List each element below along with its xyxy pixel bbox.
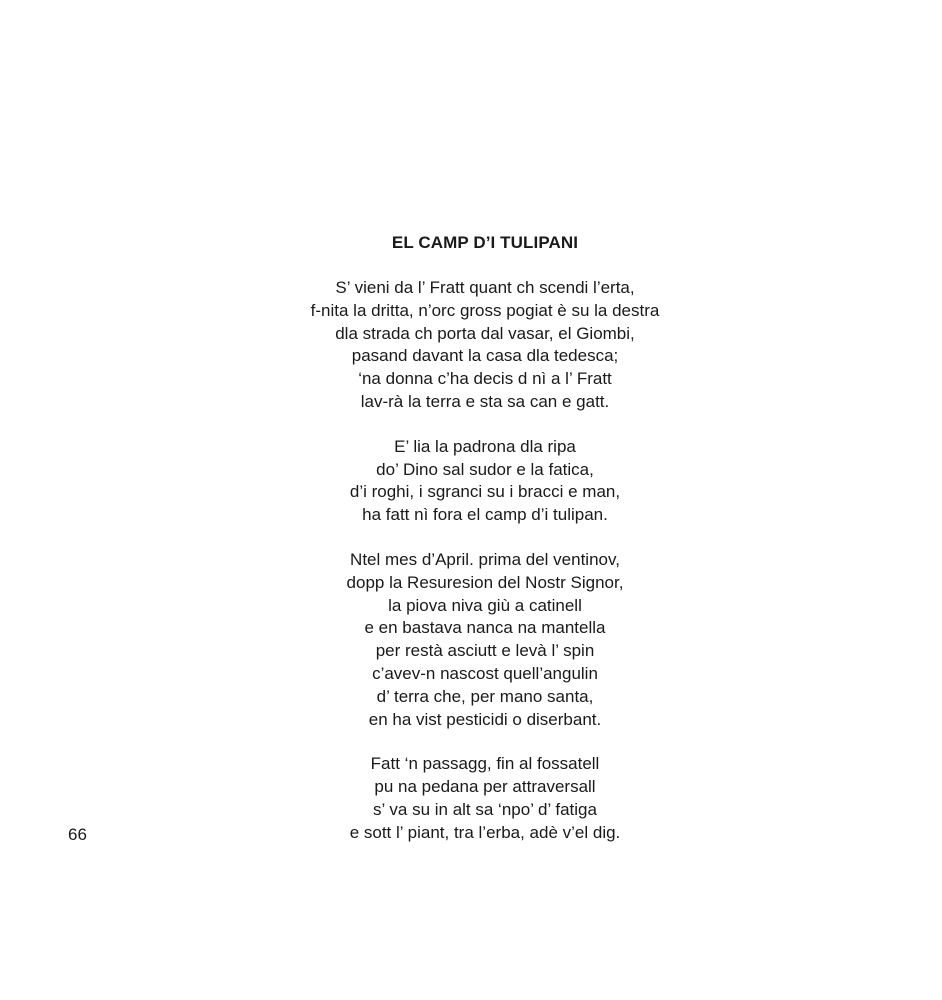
poem-line: ‘na donna c’ha decis d nì a l’ Fratt	[358, 369, 612, 389]
stanza-4	[0, 753, 942, 844]
poem-line: do’ Dino sal sudor e la fatica,	[376, 459, 594, 479]
page-number: 66	[68, 825, 87, 844]
poem-line: ha fatt nì fora el camp d’i tulipan.	[362, 505, 608, 525]
stanza-2	[0, 436, 942, 527]
poem-line: pu na pedana per attraversall	[374, 777, 596, 797]
poem-line: per restà asciutt e levà l’ spin	[375, 641, 595, 661]
poem-line: la piova niva giù a catinell	[388, 595, 582, 615]
poem-line: S’ vieni da l’ Fratt quant ch scendi l’erta,	[335, 278, 635, 297]
poem-line: en ha vist pesticidi o diserbant.	[368, 709, 602, 729]
poem-line: e en bastava nanca na mantella	[364, 618, 606, 638]
poem-line: f-nita la dritta, n’orc gross pogiat è su la destra	[310, 300, 660, 320]
poem-line: s’ va su in alt sa ‘npo’ d’ fatiga	[373, 799, 597, 819]
poem-line: e sott l’ piant, tra l’erba, adè v’el dig.	[349, 822, 621, 842]
poem-line: c’avev-n nascost quell’angulin	[372, 663, 598, 683]
poem-line: d’ terra che, per mano santa,	[376, 686, 594, 706]
poem-line: E’ lia la padrona dla ripa	[394, 436, 576, 456]
poem-line: d’i roghi, i sgranci su i bracci e man,	[349, 482, 621, 502]
poem-line: pasand davant la casa dla tedesca;	[351, 346, 619, 366]
poem-line: lav-rà la terra e sta sa can e gatt.	[360, 391, 610, 411]
poem-line: dla strada ch porta dal vasar, el Giombi,	[335, 323, 635, 343]
poem-line: Fatt ‘n passagg, fin al fossatell	[370, 754, 600, 774]
poem-line: Ntel mes d’April. prima del ventinov,	[350, 549, 620, 569]
poem	[0, 231, 942, 867]
stanza-3	[0, 549, 942, 731]
poem-line: dopp la Resuresion del Nostr Signor,	[346, 572, 624, 592]
stanza-1	[0, 277, 942, 414]
poem-title: EL CAMP D’I TULIPANI	[391, 233, 579, 252]
